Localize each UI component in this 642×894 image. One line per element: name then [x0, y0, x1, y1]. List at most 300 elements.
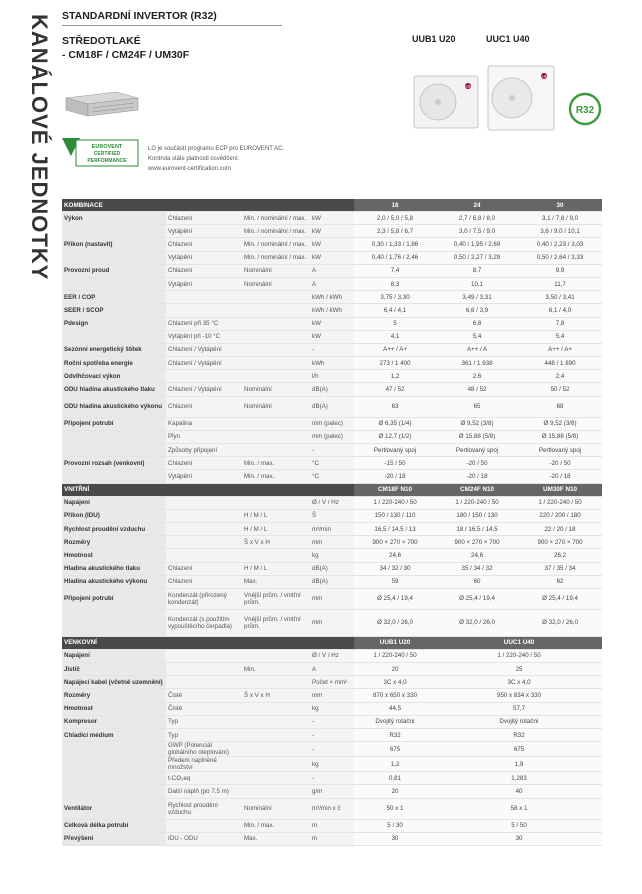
duct-unit-image — [62, 88, 142, 120]
value-cell: Pertlovaný spoj — [354, 444, 436, 457]
table-row — [62, 522, 602, 535]
row-unit: A — [310, 264, 354, 277]
row-condition — [242, 343, 310, 356]
row-condition — [242, 729, 310, 742]
side-title — [2, 8, 52, 288]
table-row — [62, 291, 602, 304]
section-header-row — [62, 199, 602, 212]
value-cell: Dvojitý rotační — [436, 715, 602, 728]
value-cell: 44,5 — [354, 702, 436, 715]
value-cell: 37 / 35 / 34 — [518, 562, 602, 575]
table-row — [62, 396, 602, 417]
value-cell: 1,9 — [436, 757, 602, 772]
value-cell: 1 / 220-240 / 50 — [354, 496, 436, 509]
value-cell: 68 — [518, 396, 602, 417]
value-cell: 180 / 150 / 130 — [436, 509, 518, 522]
row-condition — [242, 715, 310, 728]
row-sublabel: Kapalina — [166, 417, 242, 430]
value-cell: 5 / 30 — [354, 819, 436, 832]
r32-badge-icon — [568, 92, 602, 126]
value-cell: 50 x 1 — [354, 798, 436, 819]
table-row — [62, 609, 602, 636]
row-sublabel: Vytápění — [166, 470, 242, 483]
row-unit: m³/min — [310, 522, 354, 535]
row-unit: g/m — [310, 785, 354, 798]
value-cell: 63 — [354, 396, 436, 417]
row-condition: H / M / L — [242, 509, 310, 522]
row-sublabel: Vytápění při -10 °C — [166, 330, 242, 343]
row-sublabel: Chlazení — [166, 457, 242, 470]
value-cell: 34 / 32 / 30 — [354, 562, 436, 575]
value-cell: A++ / A+ — [354, 343, 436, 356]
row-unit: mm (palec) — [310, 430, 354, 443]
value-cell: 950 x 834 x 330 — [436, 689, 602, 702]
row-sublabel: Čisté — [166, 689, 242, 702]
row-label: ODU hladina akustického tlaku — [62, 383, 166, 396]
row-label: Hmotnost — [62, 702, 166, 715]
row-condition: Max. — [242, 575, 310, 588]
row-label: Převýšení — [62, 832, 166, 845]
value-cell: Ø 32,0 / 26,0 — [518, 609, 602, 636]
row-sublabel: GWP (Potenciál globálního oteplování) — [166, 742, 242, 757]
table-row — [62, 562, 602, 575]
value-cell: 8,7 — [436, 264, 518, 277]
value-cell: 0,30 / 1,33 / 1,86 — [354, 238, 436, 251]
row-unit: kWh / kWh — [310, 291, 354, 304]
value-cell: 0,50 / 2,64 / 3,33 — [518, 251, 602, 264]
row-condition — [242, 444, 310, 457]
value-cell: 0,81 — [354, 772, 436, 785]
row-label — [62, 757, 166, 772]
value-cell: 0,40 / 2,23 / 3,03 — [518, 238, 602, 251]
row-unit: - — [310, 343, 354, 356]
value-cell: 2,6 — [436, 370, 518, 383]
table-row — [62, 819, 602, 832]
row-label: Kompresor — [62, 715, 166, 728]
value-cell: Ø 15,88 (5/8) — [436, 430, 518, 443]
row-unit: kg — [310, 702, 354, 715]
value-cell: 675 — [354, 742, 436, 757]
row-unit: - — [310, 772, 354, 785]
svg-text:LG: LG — [465, 84, 471, 89]
row-condition — [242, 317, 310, 330]
table-row — [62, 785, 602, 798]
row-unit: - — [310, 742, 354, 757]
value-cell: 30 — [518, 199, 602, 212]
row-condition — [242, 304, 310, 317]
row-unit: kg — [310, 757, 354, 772]
section-title: VNITŘNÍ — [62, 483, 354, 496]
row-condition: Min. / max. — [242, 457, 310, 470]
section-header-row — [62, 483, 602, 496]
value-cell: 6,4 / 4,1 — [354, 304, 436, 317]
eurovent-logo — [62, 136, 140, 170]
table-row — [62, 212, 602, 225]
value-cell: 900 × 270 × 700 — [436, 536, 518, 549]
row-label: Rozměry — [62, 536, 166, 549]
value-cell: 3,0 / 7,5 / 9,0 — [436, 225, 518, 238]
row-sublabel — [166, 536, 242, 549]
row-sublabel — [166, 291, 242, 304]
row-sublabel: Chlazení — [166, 396, 242, 417]
section-title: VENKOVNÍ — [62, 636, 354, 649]
row-unit: A — [310, 277, 354, 290]
value-cell: CM18F N10 — [354, 483, 436, 496]
value-cell: Ø 25,4 / 19,4 — [354, 588, 436, 609]
value-cell: Ø 32,0 / 26,0 — [354, 609, 436, 636]
value-cell: A++ / A — [436, 343, 518, 356]
row-unit: mm — [310, 689, 354, 702]
value-cell: 59 — [354, 575, 436, 588]
row-unit: l/h — [310, 370, 354, 383]
value-cell: 2,0 / 5,0 / 5,8 — [354, 212, 436, 225]
value-cell: 0,40 / 1,95 / 2,69 — [436, 238, 518, 251]
row-sublabel — [166, 663, 242, 676]
row-label: Hmotnost — [62, 549, 166, 562]
row-label — [62, 430, 166, 443]
row-sublabel: Chlazení — [166, 575, 242, 588]
table-row — [62, 742, 602, 757]
value-cell: 30 — [436, 832, 602, 845]
row-label: Rozměry — [62, 689, 166, 702]
row-label: Provozní rozsah (venkovní) — [62, 457, 166, 470]
value-cell: UUB1 U20 — [354, 636, 436, 649]
svg-text:KANÁLOVÉ JEDNOTKY: KANÁLOVÉ JEDNOTKY — [27, 14, 52, 281]
row-unit: kWh — [310, 357, 354, 370]
row-unit: kW — [310, 251, 354, 264]
value-cell: 1,2 — [354, 370, 436, 383]
value-cell: 3,6 / 9,0 / 10,1 — [518, 225, 602, 238]
table-row — [62, 238, 602, 251]
row-condition — [242, 357, 310, 370]
value-cell: 20 — [354, 785, 436, 798]
table-row — [62, 417, 602, 430]
row-unit: mm — [310, 588, 354, 609]
row-condition: Max. — [242, 832, 310, 845]
row-label: Napájecí kabel (včetně uzemnění) — [62, 676, 166, 689]
row-sublabel: Způsoby připojení — [166, 444, 242, 457]
row-condition: Min. / nominální / max. — [242, 225, 310, 238]
value-cell: -20 / 18 — [518, 470, 602, 483]
value-cell: 22 / 20 / 18 — [518, 522, 602, 535]
row-label — [62, 470, 166, 483]
row-label: Celková délka potrubí — [62, 819, 166, 832]
row-condition: H / M / L — [242, 522, 310, 535]
row-label: Napájení — [62, 649, 166, 662]
value-cell: Ø 12,7 (1/2) — [354, 430, 436, 443]
row-label: Pdesign — [62, 317, 166, 330]
value-cell: 1,2 — [354, 757, 436, 772]
row-unit: Š — [310, 509, 354, 522]
value-cell: 1 / 220-240 / 50 — [436, 649, 602, 662]
row-condition — [242, 742, 310, 757]
value-cell: 6,6 / 3,9 — [436, 304, 518, 317]
row-condition — [242, 757, 310, 772]
value-cell: 30 — [354, 832, 436, 845]
row-condition — [242, 430, 310, 443]
section-title: KOMBINACE — [62, 199, 354, 212]
row-sublabel: Chlazení — [166, 212, 242, 225]
row-condition — [242, 549, 310, 562]
value-cell: Ø 25,4 / 19,4 — [436, 588, 518, 609]
row-sublabel: Chlazení — [166, 264, 242, 277]
row-condition — [242, 370, 310, 383]
row-label: Připojení potrubí — [62, 588, 166, 609]
row-label: Napájení — [62, 496, 166, 509]
page-subtitle: STŘEDOTLAKÉ - CM18F / CM24F / UM30F — [62, 35, 190, 61]
value-cell: 7,4 — [354, 264, 436, 277]
table-row — [62, 225, 602, 238]
value-cell: 65 — [436, 396, 518, 417]
row-sublabel: Kondenzát (přirozený kondenzát) — [166, 588, 242, 609]
row-condition: Min. / nominální / max. — [242, 251, 310, 264]
table-row — [62, 430, 602, 443]
table-row — [62, 277, 602, 290]
value-cell: 150 / 130 / 110 — [354, 509, 436, 522]
row-condition: Nominální — [242, 396, 310, 417]
value-cell: 5 / 50 — [436, 819, 602, 832]
row-unit: dB(A) — [310, 562, 354, 575]
value-cell: 18 — [354, 199, 436, 212]
value-cell: 2,4 — [518, 370, 602, 383]
value-cell: 2,3 / 5,8 / 6,7 — [354, 225, 436, 238]
table-row — [62, 757, 602, 772]
row-unit: kW — [310, 330, 354, 343]
row-unit: °C — [310, 457, 354, 470]
value-cell: 2,7 / 6,8 / 8,0 — [436, 212, 518, 225]
row-label: Rychlost proudění vzduchu — [62, 522, 166, 535]
row-label: Provozní proud — [62, 264, 166, 277]
value-cell: Ø 9,52 (3/8) — [518, 417, 602, 430]
row-unit: mm — [310, 609, 354, 636]
value-cell: Pertlovaný spoj — [436, 444, 518, 457]
row-unit: mm (palec) — [310, 417, 354, 430]
row-unit: - — [310, 715, 354, 728]
row-condition — [242, 649, 310, 662]
row-label: Připojení potrubí — [62, 417, 166, 430]
row-condition: Nominální — [242, 277, 310, 290]
row-label: Odvlhčovací výkon — [62, 370, 166, 383]
value-cell: 448 / 1 890 — [518, 357, 602, 370]
value-cell: 20 — [354, 663, 436, 676]
value-cell: 62 — [518, 575, 602, 588]
value-cell: 273 / 1 400 — [354, 357, 436, 370]
row-sublabel — [166, 522, 242, 535]
row-sublabel: Chlazení / Vytápění — [166, 357, 242, 370]
value-cell: Ø 25,4 / 19,4 — [518, 588, 602, 609]
value-cell: 57,7 — [436, 702, 602, 715]
value-cell: 5,4 — [436, 330, 518, 343]
row-unit: m — [310, 832, 354, 845]
value-cell: 47 / 52 — [354, 383, 436, 396]
row-sublabel: Chlazení — [166, 238, 242, 251]
value-cell: Ø 15,88 (5/8) — [518, 430, 602, 443]
row-sublabel: Vytápění — [166, 225, 242, 238]
value-cell: 900 × 270 × 700 — [518, 536, 602, 549]
row-label — [62, 609, 166, 636]
row-label: Jistič — [62, 663, 166, 676]
row-sublabel: Chlazení — [166, 562, 242, 575]
table-row — [62, 304, 602, 317]
row-unit: kW — [310, 238, 354, 251]
row-condition — [242, 772, 310, 785]
row-unit: - — [310, 729, 354, 742]
row-unit: kW — [310, 225, 354, 238]
value-cell: 1,283 — [436, 772, 602, 785]
value-cell: A++ / A+ — [518, 343, 602, 356]
value-cell: 1 / 220-240 / 50 — [354, 649, 436, 662]
value-cell: 1 / 220-240 / 50 — [518, 496, 602, 509]
value-cell: 0,50 / 2,27 / 3,29 — [436, 251, 518, 264]
table-row — [62, 383, 602, 396]
row-sublabel: Čisté — [166, 702, 242, 715]
table-row — [62, 509, 602, 522]
row-sublabel: Plyn — [166, 430, 242, 443]
row-condition: Š x V x H — [242, 536, 310, 549]
row-unit: - — [310, 444, 354, 457]
row-sublabel — [166, 496, 242, 509]
value-cell: Pertlovaný spoj — [518, 444, 602, 457]
row-condition: Min. / nominální / max. — [242, 238, 310, 251]
row-sublabel — [166, 370, 242, 383]
value-cell: 5 — [354, 317, 436, 330]
value-cell: -20 / 18 — [436, 470, 518, 483]
table-row — [62, 343, 602, 356]
value-cell: 3C x 4,0 — [354, 676, 436, 689]
row-unit: dB(A) — [310, 575, 354, 588]
value-cell: 3,1 / 7,8 / 9,0 — [518, 212, 602, 225]
value-cell: 24,6 — [436, 549, 518, 562]
row-condition — [242, 702, 310, 715]
table-row — [62, 264, 602, 277]
row-unit: kWh / kWh — [310, 304, 354, 317]
row-label: SEER / SCOP — [62, 304, 166, 317]
row-condition: Min. — [242, 663, 310, 676]
row-label — [62, 277, 166, 290]
row-sublabel: IDU - ODU — [166, 832, 242, 845]
table-row — [62, 549, 602, 562]
row-label: Sezónní energetický štítek — [62, 343, 166, 356]
row-unit: kW — [310, 317, 354, 330]
value-cell: 220 / 200 / 180 — [518, 509, 602, 522]
value-cell: 361 / 1 938 — [436, 357, 518, 370]
row-condition: H / M / L — [242, 562, 310, 575]
ecp-note: LG je součástí programu ECP pro EUROVENT AC. Kontrola stále platnosti osvědčení: www.eurovent-certification.com — [148, 146, 285, 172]
table-row — [62, 330, 602, 343]
value-cell: UM30F N10 — [518, 483, 602, 496]
row-label — [62, 330, 166, 343]
row-label: Příkon (IDU) — [62, 509, 166, 522]
value-cell: 7,8 — [518, 317, 602, 330]
row-unit: A — [310, 663, 354, 676]
value-cell: 3C x 4,0 — [436, 676, 602, 689]
value-cell: -20 / 18 — [354, 470, 436, 483]
row-sublabel: Rychlost proudění vzduchu — [166, 798, 242, 819]
row-condition: Vnější prům. / vnitřní prům. — [242, 609, 310, 636]
table-row — [62, 444, 602, 457]
row-condition: Nominální — [242, 798, 310, 819]
value-cell: R32 — [354, 729, 436, 742]
table-row — [62, 470, 602, 483]
value-cell: 3,49 / 3,31 — [436, 291, 518, 304]
value-cell: UUC1 U40 — [436, 636, 602, 649]
value-cell: 25 — [436, 663, 602, 676]
value-cell: 3,75 / 3,30 — [354, 291, 436, 304]
value-cell: 50 / 52 — [518, 383, 602, 396]
row-label: Příkon (nastavit) — [62, 238, 166, 251]
row-condition: Nominální — [242, 383, 310, 396]
value-cell: 10,1 — [436, 277, 518, 290]
page-header — [62, 6, 602, 196]
row-label: Chladicí médium — [62, 729, 166, 742]
row-label: ODU hladina akustického výkonu — [62, 396, 166, 417]
svg-text:R32: R32 — [575, 105, 595, 116]
row-unit: Ø / V / Hz — [310, 496, 354, 509]
table-row — [62, 649, 602, 662]
table-row — [62, 317, 602, 330]
row-unit: Ø / V / Hz — [310, 649, 354, 662]
value-cell: -20 / 50 — [518, 457, 602, 470]
value-cell: 5,4 — [518, 330, 602, 343]
row-sublabel: Další náplň (po 7,5 m) — [166, 785, 242, 798]
row-condition — [242, 417, 310, 430]
value-cell: 1 / 220-240 / 50 — [436, 496, 518, 509]
value-cell: 24 — [436, 199, 518, 212]
value-cell: -20 / 50 — [436, 457, 518, 470]
svg-text:LG: LG — [541, 74, 547, 79]
row-sublabel: Typ — [166, 729, 242, 742]
row-condition — [242, 496, 310, 509]
value-cell: 900 × 270 × 700 — [354, 536, 436, 549]
value-cell: 6,1 / 4,0 — [518, 304, 602, 317]
value-cell: 675 — [436, 742, 602, 757]
row-condition: Vnější prům. / vnitřní prům. — [242, 588, 310, 609]
row-sublabel: Vytápění — [166, 251, 242, 264]
unit-label-b: UUC1 U40 — [486, 34, 530, 44]
row-condition: Min. / nominální / max. — [242, 212, 310, 225]
row-unit: °C — [310, 470, 354, 483]
row-condition: Nominální — [242, 264, 310, 277]
svg-text:PERFORMANCE: PERFORMANCE — [87, 158, 127, 164]
row-sublabel — [166, 676, 242, 689]
value-cell: 35 / 34 / 32 — [436, 562, 518, 575]
row-sublabel: Předem naplněné množství — [166, 757, 242, 772]
row-label — [62, 251, 166, 264]
value-cell: Ø 6,35 (1/4) — [354, 417, 436, 430]
value-cell: 60 — [436, 575, 518, 588]
value-cell: Ø 32,0 / 26,0 — [436, 609, 518, 636]
table-row — [62, 772, 602, 785]
table-row — [62, 663, 602, 676]
row-unit: m³/min x č — [310, 798, 354, 819]
value-cell: 0,40 / 1,76 / 2,46 — [354, 251, 436, 264]
row-condition: Š x V x H — [242, 689, 310, 702]
value-cell: 6,8 — [436, 317, 518, 330]
row-label: Hladina akustického tlaku — [62, 562, 166, 575]
row-label: Ventilátor — [62, 798, 166, 819]
row-sublabel: Chlazení při 35 °C — [166, 317, 242, 330]
row-sublabel — [166, 549, 242, 562]
row-sublabel: t-CO₂eq — [166, 772, 242, 785]
value-cell: 11,7 — [518, 277, 602, 290]
value-cell: 870 x 650 x 330 — [354, 689, 436, 702]
row-label — [62, 772, 166, 785]
table-row — [62, 729, 602, 742]
row-label — [62, 225, 166, 238]
row-condition: Min. / max. — [242, 470, 310, 483]
row-sublabel: Chlazení / Vytápění — [166, 383, 242, 396]
row-sublabel: Kondenzát (s použitím vypouštěcího čerpadla) — [166, 609, 242, 636]
